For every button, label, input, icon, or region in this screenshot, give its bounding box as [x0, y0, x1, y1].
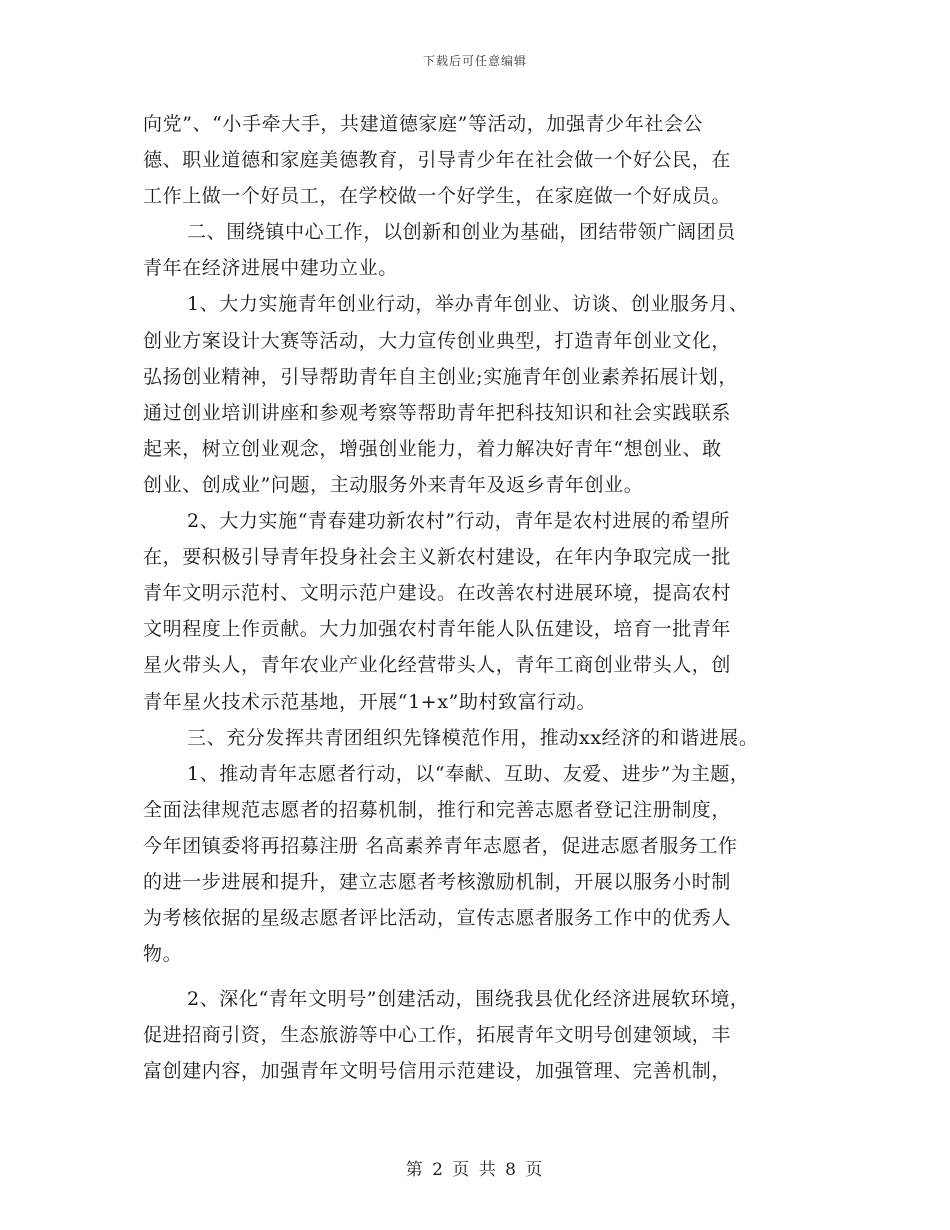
text-line: 的进一步进展和提升，建立志愿者考核激励机制，开展以服务小时制 — [143, 870, 732, 893]
text-line: 促进招商引资，生态旅游等中心工作，拓展青年文明号创建领域，丰 — [143, 1024, 732, 1047]
text-line: 今年团镇委将再招募注册 名高素养青年志愿者，促进志愿者服务工作 — [143, 834, 738, 857]
page-header-note: 下载后可任意编辑 — [422, 54, 527, 68]
text-line: 弘扬创业精神，引导帮助青年自主创业;实施青年创业素养拓展计划， — [143, 365, 739, 388]
text-line: 工作上做一个好员工，在学校做一个好学生，在家庭做一个好成员。 — [143, 185, 732, 208]
text-line: 青年在经济进展中建功立业。 — [143, 257, 398, 280]
text-line: 文明程度上作贡献。大力加强农村青年能人队伍建设，培育一批青年 — [143, 618, 732, 641]
text-line: 创业方案设计大赛等活动，大力宣传创业典型，打造青年创业文化， — [143, 329, 732, 352]
page-number-footer: 第 2 页 共 8 页 — [405, 1160, 545, 1180]
text-line: 二、围绕镇中心工作，以创新和创业为基础，团结带领广阔团员 — [187, 221, 736, 244]
text-line: 2、深化“青年文明号”创建活动，围绕我县优化经济进展软环境， — [187, 988, 750, 1011]
text-line: 物。 — [143, 943, 183, 966]
text-line: 1、推动青年志愿者行动，以“奉献、互助、友爱、进步”为主题， — [187, 762, 750, 785]
text-line: 在，要积极引导青年投身社会主义新农村建设，在年内争取完成一批 — [143, 546, 732, 569]
document-body — [143, 106, 823, 1090]
text-line: 1、大力实施青年创业行动，举办青年创业、访谈、创业服务月、 — [187, 293, 749, 316]
text-line: 通过创业培训讲座和参观考察等帮助青年把科技知识和社会实践联系 — [143, 401, 732, 424]
text-line: 星火带头人，青年农业产业化经营带头人，青年工商创业带头人，创 — [143, 654, 732, 677]
text-line: 为考核依据的星级志愿者评比活动，宣传志愿者服务工作中的优秀人 — [143, 907, 732, 930]
text-line: 三、充分发挥共青团组织先锋模范作用，推动xx经济的和谐进展。 — [187, 726, 759, 749]
text-line: 向党”、“小手牵大手，共建道德家庭”等活动，加强青少年社会公 — [143, 113, 704, 135]
text-line: 2、大力实施“青春建功新农村”行动，青年是农村进展的希望所 — [187, 510, 730, 533]
text-line: 青年文明示范村、文明示范户建设。在改善农村进展环境，提高农村 — [143, 582, 732, 605]
text-line: 创业、创成业”问题，主动服务外来青年及返乡青年创业。 — [143, 473, 644, 496]
text-line: 德、职业道德和家庭美德教育，引导青少年在社会做一个好公民，在 — [143, 149, 732, 172]
text-line: 青年星火技术示范基地，开展“1+x”助村致富行动。 — [143, 690, 597, 713]
text-line: 起来，树立创业观念，增强创业能力，着力解决好青年“想创业、敢 — [143, 437, 722, 460]
text-line: 全面法律规范志愿者的招募机制，推行和完善志愿者登记注册制度， — [143, 798, 732, 821]
text-line: 富创建内容，加强青年文明号信用示范建设，加强管理、完善机制， — [143, 1060, 732, 1083]
